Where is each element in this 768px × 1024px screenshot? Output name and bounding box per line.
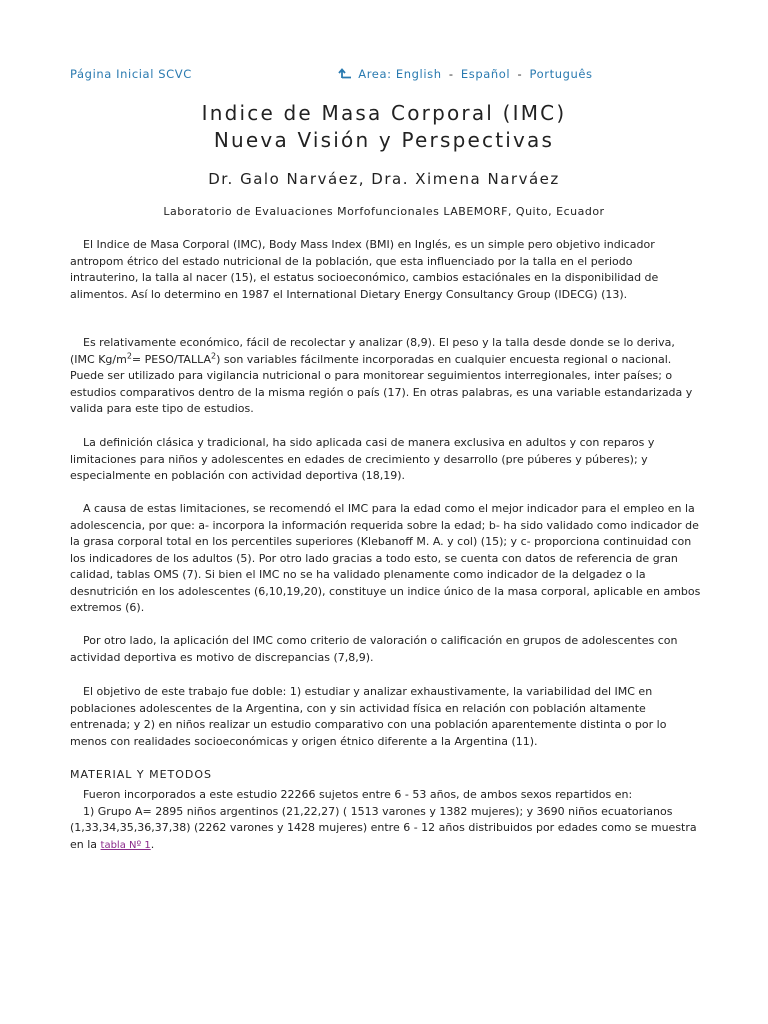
paragraph-1	[70, 237, 702, 303]
paragraph-4-text: A causa de estas limitaciones, se recomendó el IMC para la edad como el mejor indicador para el empleo en la adolescencia, por que: a- incorpora la información requerida sobre la edad; b- ha sido validado como indicador de la grasa corporal total en los percentiles superiores (Klebanoff M. A. y col) (15); y c- proporciona continuidad con los indicadores de los adultos (5). Por otro lado gracias a todo esto, se cuenta con datos de referencia de gran calidad, tablas OMS (7). Si bien el IMC no se ha validado plenamente como indicador de la delgadez o la desnutrición en los adolescentes (6,10,19,20), constituye un indice único de la masa corporal, aplicable en ambos extremos (6).	[70, 502, 701, 614]
paragraph-2	[70, 335, 702, 418]
lang-separator: -	[517, 67, 523, 81]
affiliation: Laboratorio de Evaluaciones Morfofuncionales LABEMORF, Quito, Ecuador	[163, 205, 605, 218]
authors: Dr. Galo Narváez, Dra. Ximena Narváez	[208, 170, 560, 188]
paragraph-2-text-c: ) son variables fácilmente incorporadas en cualquier encuesta regional o nacional. Puede ser utilizado para vigilancia nutricional o para monitorear seguimientos interregionales, inter países; o estudios comparativos dentro de la misma región o país (17). En otras palabras, es una variable estandarizada y valida para este tipo de estudios.	[70, 352, 693, 415]
paragraph-6	[70, 684, 702, 750]
paragraph-3-text: La definición clásica y tradicional, ha sido aplicada casi de manera exclusiva en adultos y con reparos y limitaciones para niños y adolescentes en edades de crecimiento y desarrollo (pre púberes y púberes); y especialmente en población con actividad deportiva (18,19).	[70, 436, 655, 482]
paragraph-4	[70, 501, 702, 617]
table-1-link[interactable]: tabla Nº 1	[100, 839, 151, 851]
paragraph-2-text-a: Es relativamente económico, fácil de recolectar y analizar (8,9). El peso y la talla desde donde se lo deriva, (IMC Kg/m	[70, 336, 675, 366]
paragraph-2-text-b: = PESO/TALLA	[131, 352, 211, 366]
title-line-1: Indice de Masa Corporal (IMC)	[201, 101, 567, 125]
paragraph-6-text: El objetivo de este trabajo fue doble: 1) estudiar y analizar exhaustivamente, la variabilidad del IMC en poblaciones adolescentes de la Argentina, con y sin actividad física en relación con población altamente entrenada; y 2) en niños realizar un estudio comparativo con una población aparentemente distinta o por lo menos con realidades socioeconómicas y origen étnico diferente a la Argentina (11).	[70, 685, 667, 748]
section-heading-material: MATERIAL Y METODOS	[70, 768, 213, 781]
superscript-2: 2	[126, 350, 132, 360]
language-area	[338, 67, 593, 81]
page-title	[0, 100, 768, 154]
lang-separator: -	[448, 67, 454, 81]
area-label: Area:	[358, 67, 392, 81]
up-arrow-icon	[338, 68, 352, 79]
material-line-1: Fueron incorporados a este estudio 22266 sujetos entre 6 - 53 años, de ambos sexos repartidos en:	[83, 788, 633, 801]
lang-portugues-link[interactable]: Português	[529, 67, 593, 81]
material-methods-text	[70, 787, 702, 854]
paragraph-1-text: El Indice de Masa Corporal (IMC), Body Mass Index (BMI) en Inglés, es un simple pero objetivo indicador antropom étrico del estado nutricional de la población, que esta influenciado por la talla en el periodo intrauterino, la talla al nacer (15), el estatus socioeconómico, cambios estaciónales en la disponibilidad de alimentos. Así lo determino en 1987 el International Dietary Energy Consultancy Group (IDECG) (13).	[70, 238, 659, 301]
superscript-2: 2	[211, 350, 217, 360]
paragraph-5-text: Por otro lado, la aplicación del IMC como criterio de valoración o calificación en grupos de adolescentes con actividad deportiva es motivo de discrepancias (7,8,9).	[70, 634, 678, 664]
material-end: .	[150, 837, 155, 851]
lang-english-link[interactable]: English	[395, 67, 442, 81]
lang-espanol-link[interactable]: Español	[460, 67, 511, 81]
home-link[interactable]: Página Inicial SCVC	[70, 67, 192, 81]
material-line-2: 1) Grupo A= 2895 niños argentinos (21,22,27) ( 1513 varones y 1382 mujeres); y 3690 niños ecuatorianos (1,33,34,35,36,37,38) (2262 varones y 1428 mujeres) entre 6 - 12 años distribuidos por edades como se muestra en la	[70, 804, 697, 851]
paragraph-3	[70, 435, 702, 485]
title-line-2: Nueva Visión y Perspectivas	[213, 128, 555, 152]
paragraph-5	[70, 633, 702, 666]
